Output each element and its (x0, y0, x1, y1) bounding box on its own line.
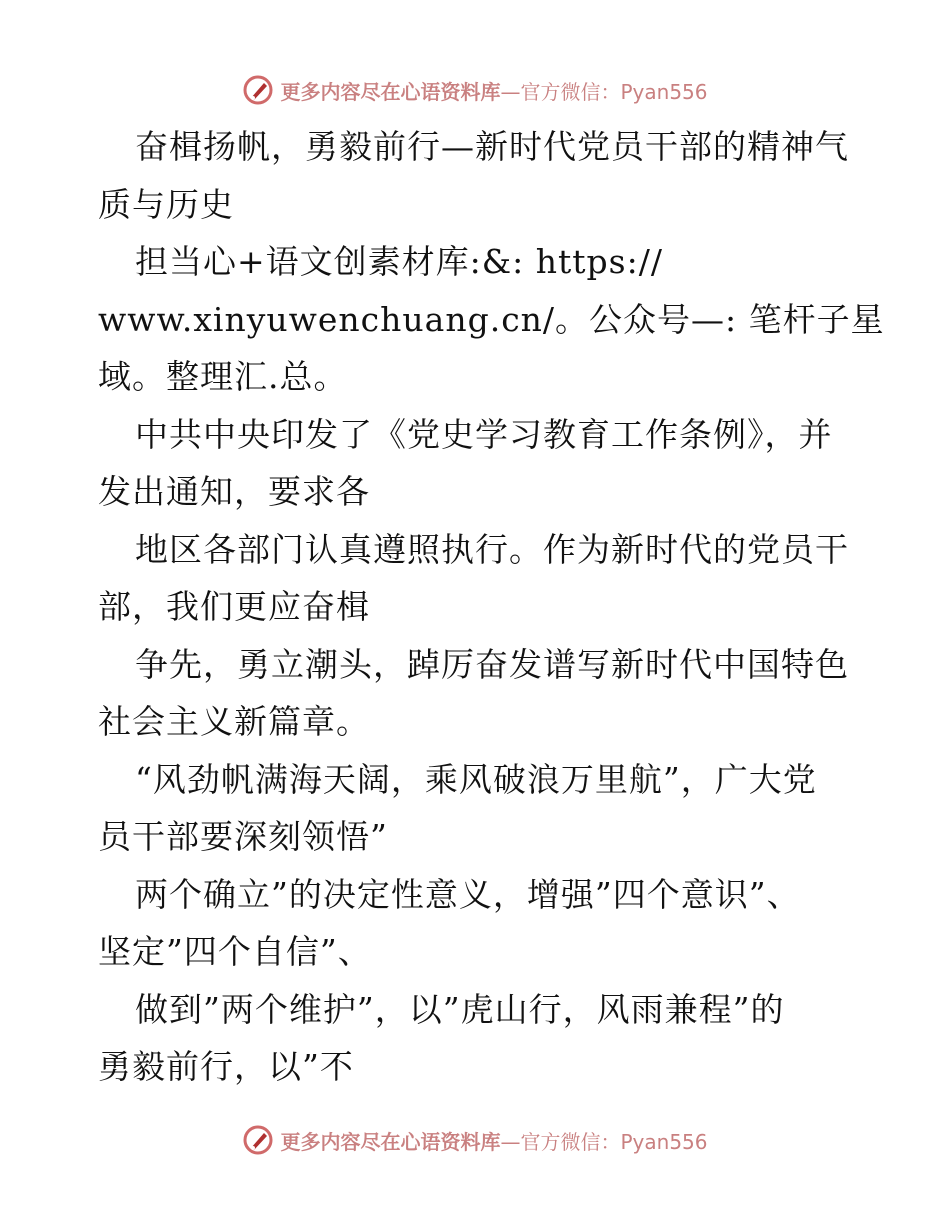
footer-separator: — (500, 1129, 521, 1154)
pen-logo-icon (242, 1124, 274, 1156)
header-wechat-label: 官方微信： (520, 79, 621, 104)
page-header (0, 70, 950, 110)
footer-wechat-id: Pyan556 (620, 1129, 708, 1154)
footer-site-text: 更多内容尽在心语资料库 (280, 1129, 501, 1154)
pen-logo-icon (242, 74, 274, 106)
footer-banner-text (280, 1126, 707, 1155)
text-line: 质与历史 (98, 184, 234, 224)
text-line: 勇毅前行，以”不 (98, 1047, 354, 1086)
text-line: 发出通知，要求各 (98, 472, 370, 511)
header-separator: — (500, 79, 521, 104)
text-line: 中共中央印发了《党史学习教育工作条例》，并 (135, 414, 833, 454)
text-line: www.xinyuwenchuang.cn/。公众号—: 笔杆子星 (98, 299, 885, 339)
text-line: 域。整理汇.总。 (98, 357, 348, 396)
text-line: 做到”两个维护”，以”虎山行，风雨兼程”的 (135, 989, 785, 1029)
text-line: 员干部要深刻领悟” (98, 817, 388, 856)
text-line: 坚定”四个自信”、 (98, 932, 372, 971)
text-line: 地区各部门认真遵照执行。作为新时代的党员干 (135, 529, 849, 569)
text-line: 奋楫扬帆，勇毅前行—新时代党员干部的精神气 (135, 127, 849, 166)
header-wechat-id: Pyan556 (620, 79, 708, 104)
text-line: 担当心+语文创素材库:&: https:// (135, 242, 663, 281)
text-line: 社会主义新篇章。 (98, 702, 370, 741)
header-site-text: 更多内容尽在心语资料库 (280, 79, 501, 104)
text-line: 争先，勇立潮头，踔厉奋发谱写新时代中国特色 (135, 644, 849, 684)
text-line: 部，我们更应奋楫 (98, 587, 370, 626)
header-banner-text (280, 76, 707, 105)
text-line: 两个确立”的决定性意义，增强”四个意识”、 (135, 874, 801, 914)
document-body (98, 118, 885, 1096)
page-footer (0, 1120, 950, 1160)
text-line: “风劲帆满海天阔，乘风破浪万里航”，广大党 (135, 759, 817, 799)
footer-wechat-label: 官方微信： (520, 1129, 621, 1154)
